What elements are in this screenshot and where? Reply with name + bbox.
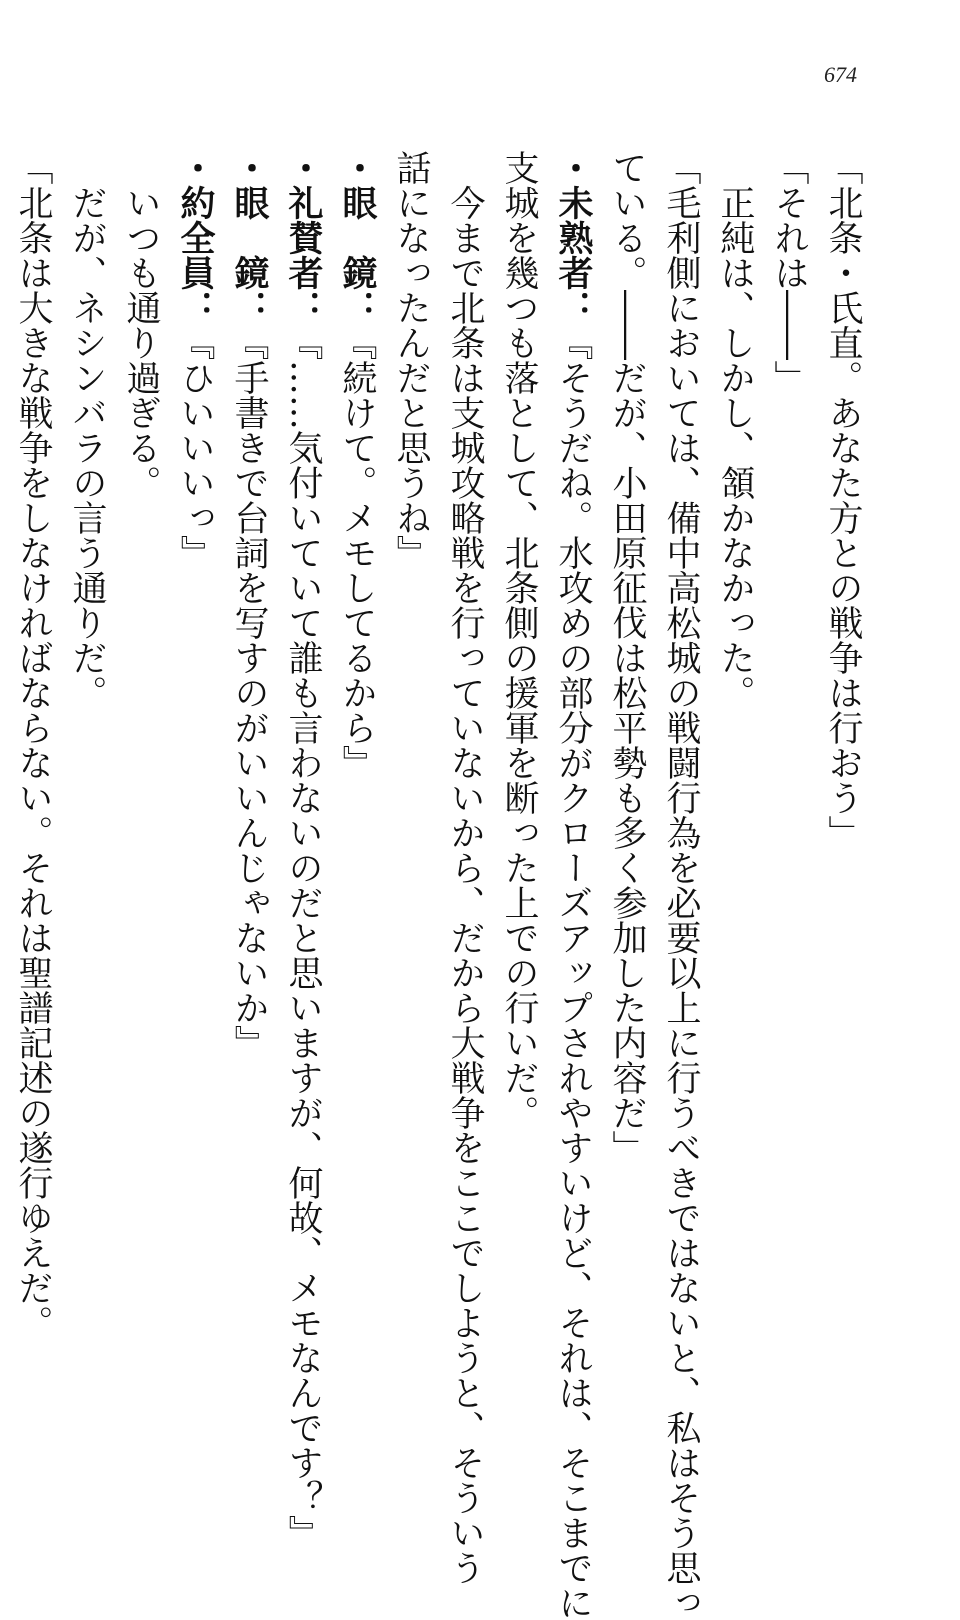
text-line [438, 150, 492, 1585]
line-text: 「北条は大きな戦争をしなければならない。それは聖譜記述の遂行ゆえだ。 [13, 150, 53, 1340]
line-text: 話になったんだと思うね』 [391, 150, 431, 570]
text-line [330, 150, 384, 1380]
text-line [546, 150, 600, 1620]
speaker-label: ・眼 鏡： [229, 150, 269, 325]
speaker-label: ・未熟者： [553, 150, 593, 325]
line-text: だが、ネシンバラの言う通りだ。 [67, 150, 107, 710]
text-line [384, 150, 438, 1380]
speaker-label: ・礼賛者： [283, 150, 323, 325]
text-line [708, 150, 762, 1380]
line-text: 「毛利側においては、備中高松城の戦闘行為を必要以上に行うべきではないと、私はそう思っ [661, 150, 701, 1620]
line-text: 『ひいいいっ』 [175, 325, 215, 570]
line-text: 『手書きで台詞を写すのがいいんじゃないか』 [229, 325, 269, 1060]
line-text: 「北条・氏直。あなた方との戦争は行おう」 [823, 150, 863, 850]
text-line [816, 150, 870, 1380]
line-text: いつも通り過ぎる。 [121, 150, 161, 500]
line-text: 今まで北条は支城攻略戦を行っていないから、だから大戦争をここでしようと、そういう [445, 150, 485, 1585]
line-text: 支城を幾つも落として、北条側の援軍を断った上での行いだ。 [499, 150, 539, 1130]
speaker-label: ・眼 鏡： [337, 150, 377, 325]
speaker-label: ・約全員： [175, 150, 215, 325]
line-text: 『……気付いていて誰も言わないのだと思いますが、何故、メモなんです？』 [283, 325, 323, 1550]
line-text: 『続けて。メモしてるから』 [337, 325, 377, 780]
page-number: 674 [824, 62, 857, 87]
text-line [222, 150, 276, 1380]
text-line [114, 150, 168, 1380]
line-text: ている。――だが、小田原征伐は松平勢も多く参加した内容だ」 [607, 150, 647, 1165]
text-line [654, 150, 708, 1620]
line-text: 『そうだね。水攻めの部分がクローズアップされやすいけど、それは、そこまでに [553, 325, 593, 1620]
text-line [276, 150, 330, 1550]
text-line [168, 150, 222, 1380]
body-text [0, 150, 870, 1620]
line-text: 正純は、しかし、頷かなかった。 [715, 150, 755, 710]
text-line [492, 150, 546, 1380]
text-line [60, 150, 114, 1380]
text-line [6, 150, 60, 1380]
line-text: 「それは――」 [769, 150, 809, 395]
text-line [762, 150, 816, 1380]
text-line [600, 150, 654, 1380]
